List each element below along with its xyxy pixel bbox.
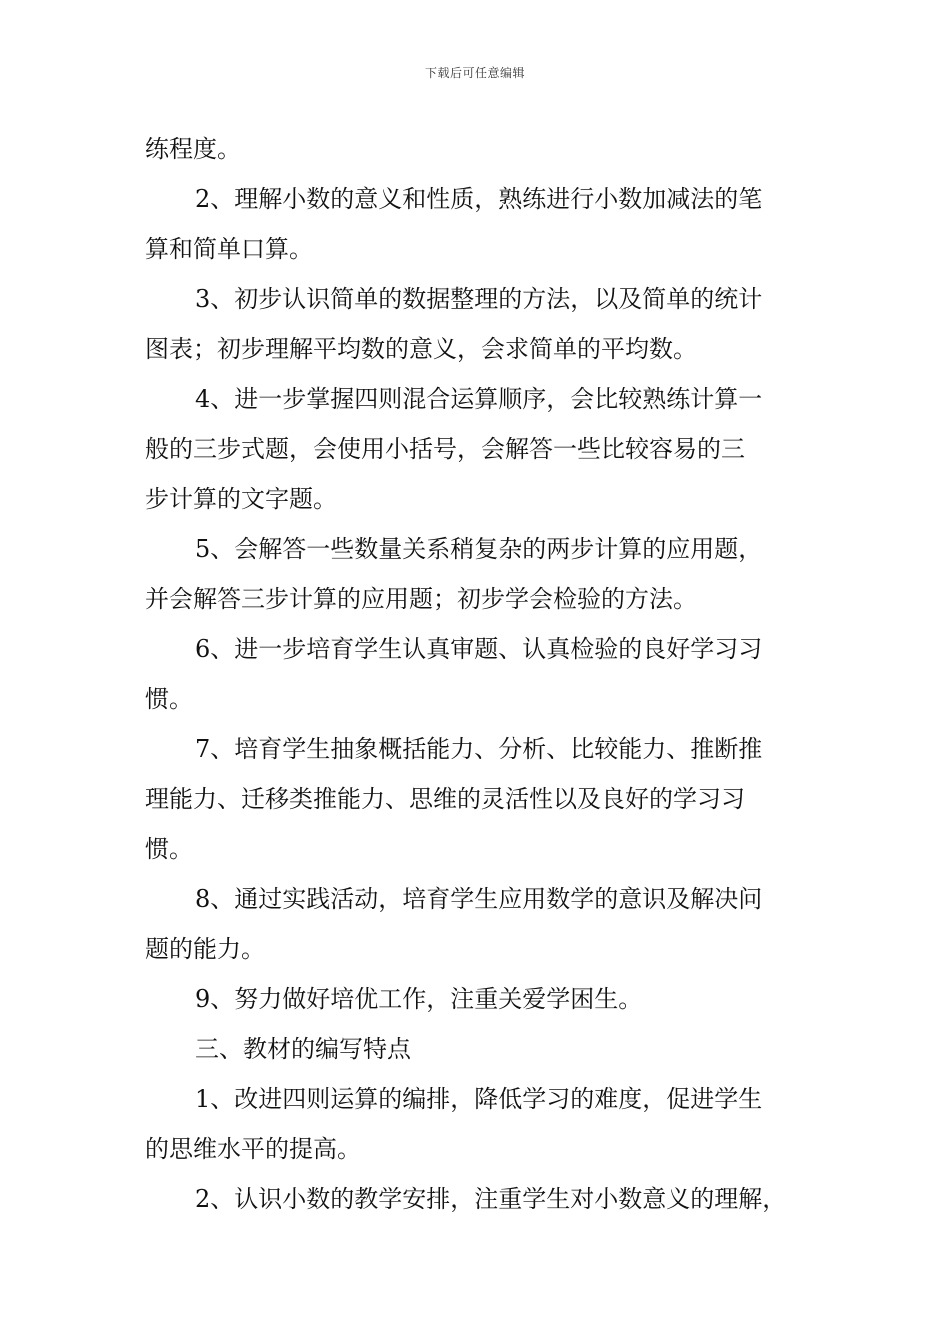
text-line: 算和简单口算。 — [145, 235, 313, 263]
text-line: 3、初步认识简单的数据整理的方法，以及简单的统计 — [195, 285, 763, 313]
text-line: 并会解答三步计算的应用题；初步学会检验的方法。 — [145, 585, 697, 613]
text-line: 题的能力。 — [145, 935, 265, 963]
text-line: 7、培育学生抽象概括能力、分析、比较能力、推断推 — [195, 735, 763, 763]
text-line: 惯。 — [145, 835, 193, 863]
text-line: 8、通过实践活动，培育学生应用数学的意识及解决问 — [195, 885, 763, 913]
text-line: 6、进一步培育学生认真审题、认真检验的良好学习习 — [195, 635, 763, 663]
text-line: 5、会解答一些数量关系稍复杂的两步计算的应用题， — [195, 535, 763, 563]
document-body — [145, 124, 821, 1224]
page-header: 下载后可任意编辑 — [424, 66, 525, 80]
text-line: 1、改进四则运算的编排，降低学习的难度，促进学生 — [195, 1085, 763, 1113]
text-line: 2、理解小数的意义和性质，熟练进行小数加减法的笔 — [195, 185, 763, 213]
text-line: 的思维水平的提高。 — [145, 1135, 361, 1163]
text-line: 图表；初步理解平均数的意义，会求简单的平均数。 — [145, 335, 697, 363]
text-line: 9、努力做好培优工作，注重关爱学困生。 — [195, 985, 643, 1013]
text-line: 理能力、迁移类推能力、思维的灵活性以及良好的学习习 — [145, 785, 745, 813]
text-line: 惯。 — [145, 685, 193, 713]
text-line: 步计算的文字题。 — [145, 485, 337, 513]
text-line: 2、认识小数的教学安排，注重学生对小数意义的理解， — [195, 1185, 787, 1213]
text-line: 般的三步式题，会使用小括号，会解答一些比较容易的三 — [145, 435, 745, 463]
text-line: 4、进一步掌握四则混合运算顺序，会比较熟练计算一 — [195, 385, 763, 413]
text-line: 练程度。 — [145, 135, 241, 163]
section-heading: 三、教材的编写特点 — [195, 1035, 411, 1063]
